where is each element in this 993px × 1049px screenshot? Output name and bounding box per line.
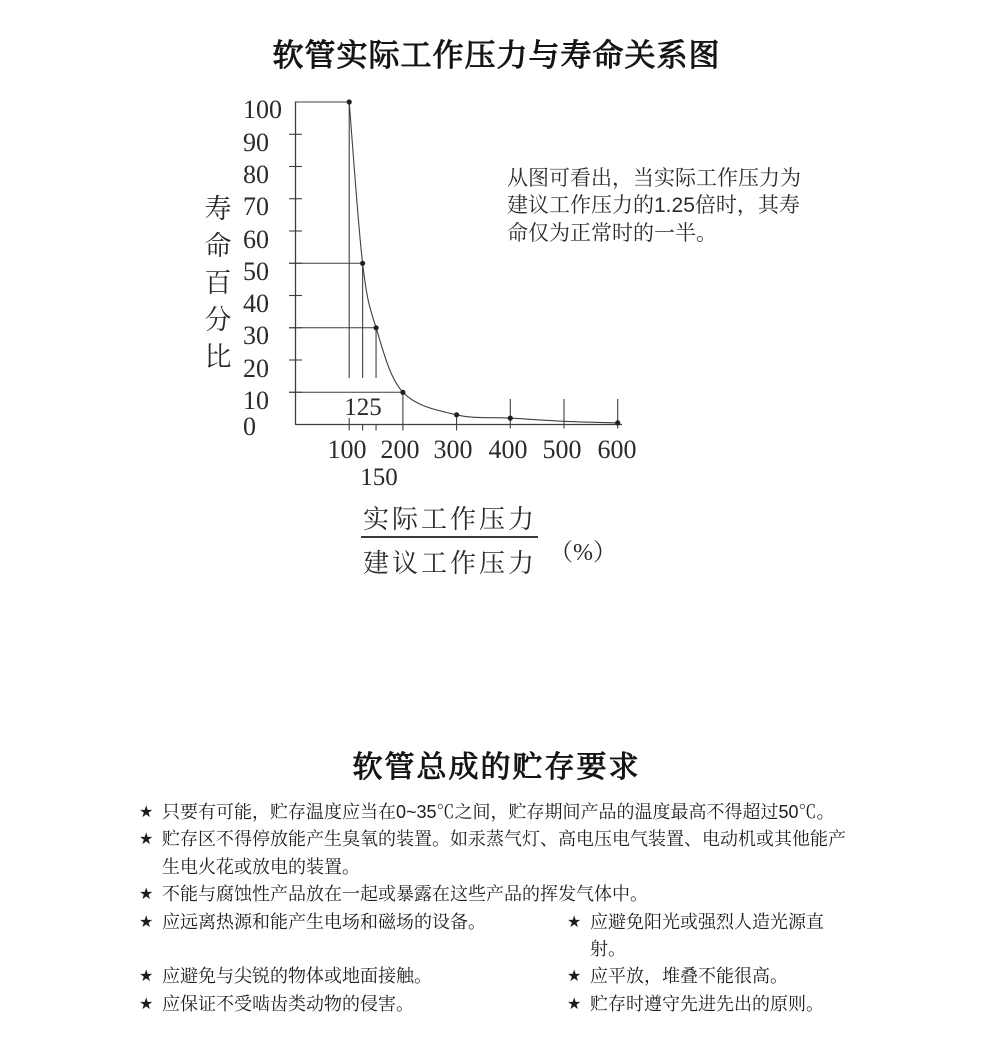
list-item-text: 只要有可能，贮存温度应当在0~35℃之间，贮存期间产品的温度最高不得超过50℃。 <box>162 802 835 822</box>
x-tick-label: 300 <box>433 435 473 464</box>
y-axis-title-char: 命 <box>204 231 232 261</box>
list-item <box>567 909 855 964</box>
list-item-text: 不能与腐蚀性产品放在一起或暴露在这些产品的挥发气体中。 <box>162 884 648 905</box>
list-item <box>567 991 855 1018</box>
star-bullet-icon: ★ <box>139 831 154 849</box>
y-tick-label: 90 <box>243 128 269 157</box>
list-item-text: 应避免阳光或强烈人造光源直射。 <box>590 911 824 960</box>
tick-label-150: 150 <box>360 464 398 491</box>
y-axis-title-char: 比 <box>204 342 232 372</box>
list-item <box>567 963 855 990</box>
y-axis-title-char: 寿 <box>204 194 232 224</box>
list-item <box>139 826 855 881</box>
list-item-text: 贮存时遵守先进先出的原则。 <box>590 993 824 1014</box>
x-tick-label: 200 <box>380 435 420 464</box>
list-item-text: 应远离热源和能产生电场和磁场的设备。 <box>162 911 486 932</box>
list-row <box>139 963 855 990</box>
storage-section-title: 软管总成的贮存要求 <box>352 750 641 784</box>
list-item <box>139 909 567 936</box>
list-item-text: 应平放，堆叠不能很高。 <box>590 966 788 987</box>
list-item <box>139 881 855 908</box>
y-tick-label: 50 <box>243 257 269 286</box>
fraction-numerator: 实际工作压力 <box>362 505 537 534</box>
x-tick-label: 100 <box>327 435 367 464</box>
y-tick-label: 30 <box>243 321 269 350</box>
fraction-denominator: 建议工作压力 <box>362 549 537 578</box>
chart-annotation <box>507 165 801 247</box>
list-row <box>139 991 855 1018</box>
star-bullet-icon: ★ <box>139 995 154 1013</box>
y-tick-label: 40 <box>243 289 269 318</box>
star-bullet-icon: ★ <box>567 913 582 931</box>
y-tick-label: 10 <box>243 386 269 415</box>
tick-label-125: 125 <box>344 394 382 421</box>
y-tick-label: 0 <box>243 412 256 441</box>
star-bullet-icon: ★ <box>139 913 154 931</box>
star-bullet-icon: ★ <box>567 968 582 986</box>
annotation-line: 建议工作压力的1.25倍时，其寿 <box>507 194 800 218</box>
y-tick-label: 60 <box>243 225 269 254</box>
list-item-text: 应保证不受啮齿类动物的侵害。 <box>162 993 414 1014</box>
list-item <box>139 799 855 826</box>
x-tick-label: 600 <box>597 435 637 464</box>
y-axis-title-char: 分 <box>204 305 232 335</box>
star-bullet-icon: ★ <box>567 995 582 1013</box>
list-row <box>139 909 855 964</box>
storage-requirements-list <box>139 799 855 1018</box>
y-axis-title-char: 百 <box>204 268 232 298</box>
list-item <box>139 963 567 990</box>
page-title: 软管实际工作压力与寿命关系图 <box>272 37 721 73</box>
list-item-text: 贮存区不得停放能产生臭氧的装置。如汞蒸气灯、高电压电气装置、电动机或其他能产生电火花或放电的装置。 <box>162 829 846 877</box>
y-tick-label: 80 <box>243 160 269 189</box>
star-bullet-icon: ★ <box>139 886 154 904</box>
x-tick-label: 500 <box>542 435 582 464</box>
list-item-text: 应避免与尖锐的物体或地面接触。 <box>162 966 432 987</box>
y-tick-label: 100 <box>243 95 282 124</box>
y-tick-label: 70 <box>243 192 269 221</box>
fraction-bar <box>361 536 538 538</box>
star-bullet-icon: ★ <box>139 804 154 821</box>
fraction-percent-unit: （%） <box>549 540 617 566</box>
annotation-line: 命仅为正常时的一半。 <box>507 221 717 245</box>
y-tick-label: 20 <box>243 354 269 383</box>
list-item <box>139 991 567 1018</box>
x-tick-label: 400 <box>488 435 528 464</box>
annotation-line: 从图可看出，当实际工作压力为 <box>507 167 801 190</box>
star-bullet-icon: ★ <box>139 968 154 986</box>
